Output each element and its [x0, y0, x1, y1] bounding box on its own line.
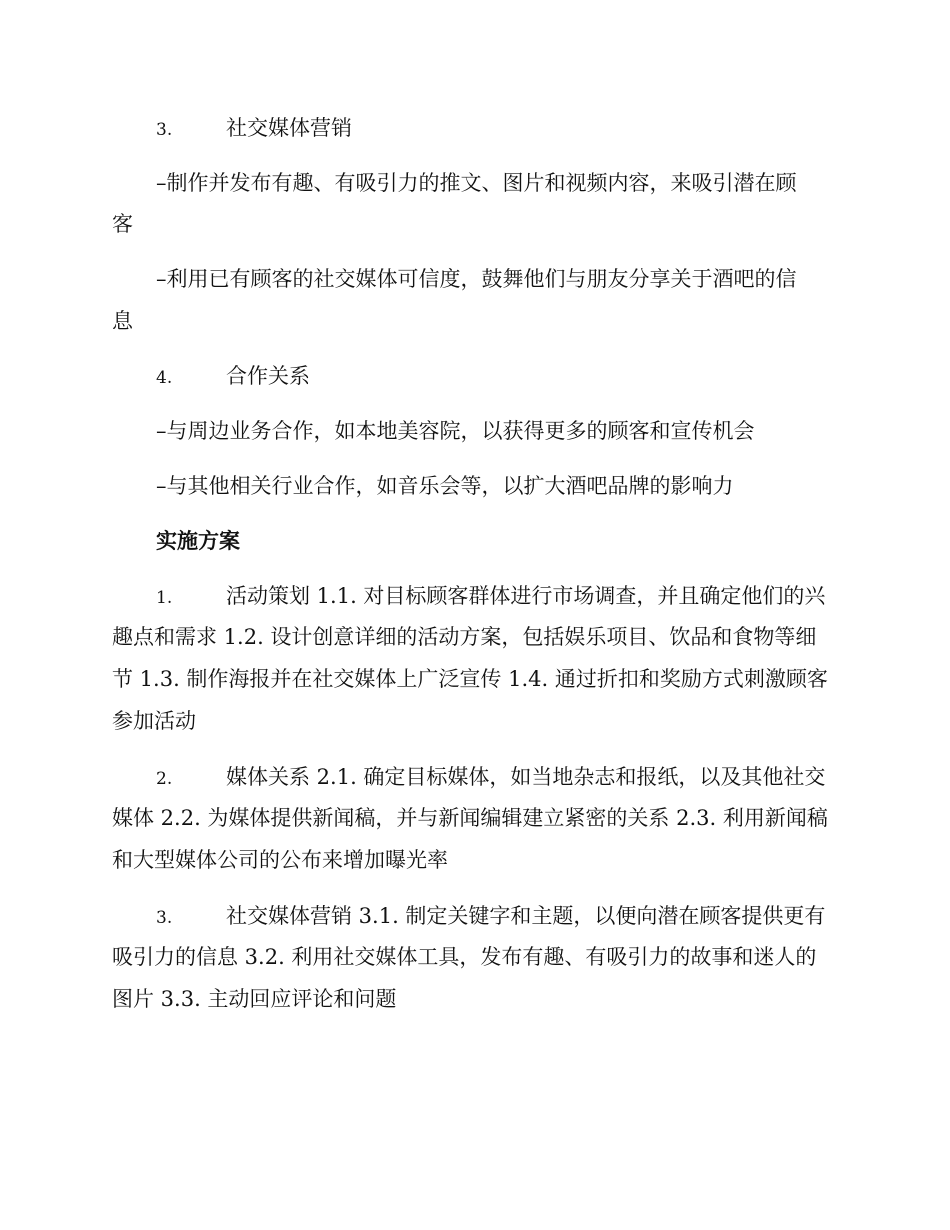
item-3-line-1 [156, 901, 876, 933]
item-3-line-2: 吸引力的信息 3.2. 利用社交媒体工具，发布有趣、有吸引力的故事和迷人的 [112, 945, 817, 969]
section-4-heading [156, 361, 876, 393]
section-3-bullet-2-line-1: –利用已有顾客的社交媒体可信度，鼓舞他们与朋友分享关于酒吧的信 [156, 267, 797, 291]
item-3-text-1: 社交媒体营销 3.1. 制定关键字和主题，以便向潜在顾客提供更有 [226, 904, 826, 928]
item-2-line-3: 和大型媒体公司的公布来增加曝光率 [112, 848, 448, 872]
item-3-number: 3. [156, 908, 173, 928]
section-3-number: 3. [156, 120, 173, 140]
item-1-line-1 [156, 581, 876, 613]
section-3-bullet-1-line-2: 客 [112, 212, 133, 236]
section-4-bullet-1: –与周边业务合作，如本地美容院，以获得更多的顾客和宣传机会 [156, 419, 755, 443]
item-1-text-1: 活动策划 1.1. 对目标顾客群体进行市场调查，并且确定他们的兴 [226, 584, 826, 608]
item-2-number: 2. [156, 769, 173, 789]
section-4-number: 4. [156, 368, 173, 388]
item-2-line-1 [156, 762, 876, 794]
section-3-bullet-1-line-1: –制作并发布有趣、有吸引力的推文、图片和视频内容，来吸引潜在顾 [156, 171, 797, 195]
item-2-line-2: 媒体 2.2. 为媒体提供新闻稿，并与新闻编辑建立紧密的关系 2.3. 利用新闻稿 [112, 806, 828, 830]
item-1-number: 1. [156, 588, 173, 608]
section-3-heading [156, 113, 876, 145]
item-1-line-4: 参加活动 [112, 709, 196, 733]
item-2-text-1: 媒体关系 2.1. 确定目标媒体，如当地杂志和报纸，以及其他社交 [226, 765, 826, 789]
section-4-title: 合作关系 [226, 364, 310, 388]
item-3-line-3: 图片 3.3. 主动回应评论和问题 [112, 987, 397, 1011]
section-4-bullet-2: –与其他相关行业合作，如音乐会等，以扩大酒吧品牌的影响力 [156, 474, 734, 498]
section-3-bullet-2-line-2: 息 [112, 309, 133, 333]
section-3-title: 社交媒体营销 [226, 116, 352, 140]
implementation-heading: 实施方案 [156, 529, 240, 553]
item-1-line-2: 趣点和需求 1.2. 设计创意详细的活动方案，包括娱乐项目、饮品和食物等细 [112, 625, 817, 649]
item-1-line-3: 节 1.3. 制作海报并在社交媒体上广泛宣传 1.4. 通过折扣和奖励方式刺激顾客 [112, 667, 828, 691]
